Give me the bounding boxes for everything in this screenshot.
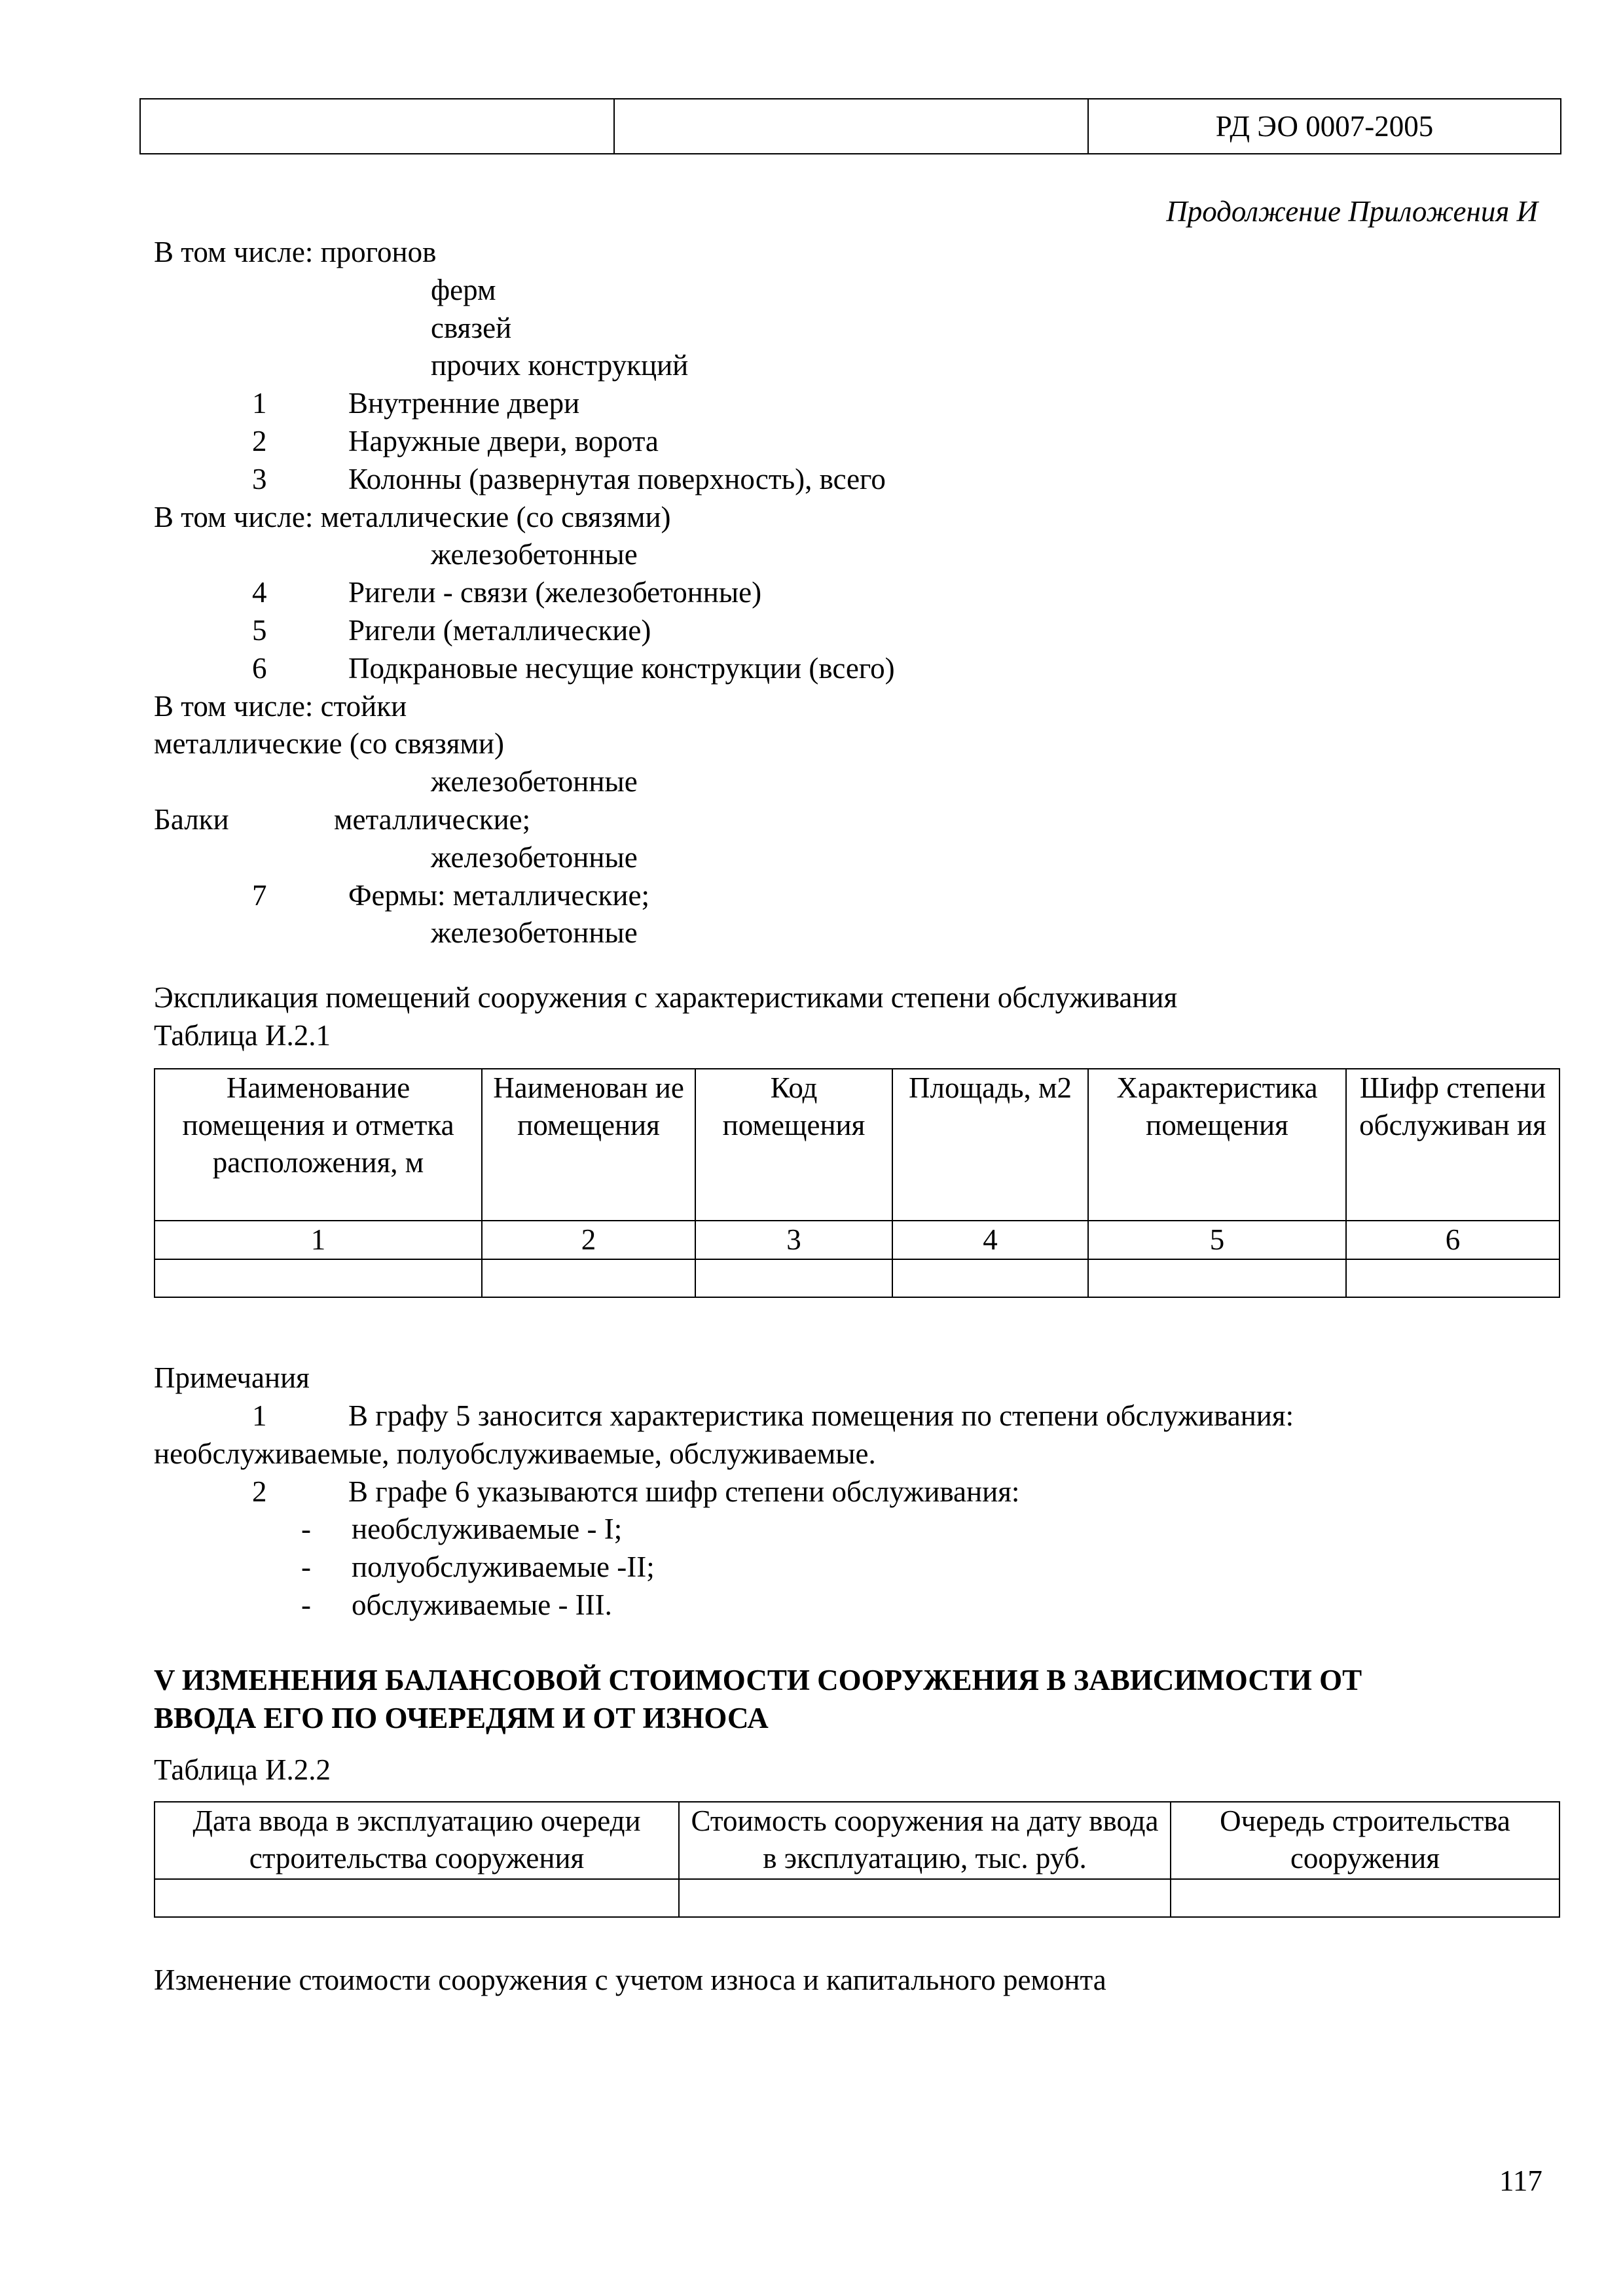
empty-cell	[155, 1259, 482, 1297]
empty-cell	[695, 1259, 892, 1297]
header-cell-1	[141, 99, 615, 153]
empty-cell	[155, 1879, 679, 1917]
list-item-number: 5	[252, 614, 267, 647]
col-number: 3	[695, 1221, 892, 1259]
header-cell-2	[615, 99, 1089, 153]
list-item-number: 4	[252, 576, 267, 609]
table-label-1: Таблица И.2.1	[154, 1019, 331, 1052]
list-item-text: ферм	[431, 274, 496, 306]
header-table	[139, 98, 1561, 154]
list-item-text: прочих конструкций	[431, 349, 689, 382]
service-level-item: необслуживаемые - I;	[352, 1513, 623, 1545]
list-item-text: Наружные двери, ворота	[348, 425, 659, 457]
empty-cell	[679, 1879, 1171, 1917]
note-1-text: В графу 5 заносится характеристика помещения по степени обслуживания:	[348, 1399, 1294, 1432]
list-item-text: железобетонные	[431, 841, 638, 874]
list-item-text: Балки	[154, 803, 229, 836]
explication-caption: Экспликация помещений сооружения с характеристиками степени обслуживания	[154, 981, 1178, 1014]
list-dash: -	[301, 1513, 311, 1545]
col-header-area: Площадь, м2	[892, 1069, 1088, 1221]
col-header-commission-date: Дата ввода в эксплуатацию очереди строительства сооружения	[155, 1802, 679, 1879]
list-item-number: 3	[252, 463, 267, 495]
col-number: 4	[892, 1221, 1088, 1259]
col-number: 6	[1346, 1221, 1559, 1259]
list-item-text: металлические (со связями)	[154, 727, 504, 760]
list-dash: -	[301, 1588, 311, 1621]
list-item-text: связей	[431, 312, 512, 344]
col-header-service-code: Шифр степени обслуживан ия	[1346, 1069, 1559, 1221]
note-1-number: 1	[252, 1399, 267, 1432]
list-item-text: В том числе: стойки	[154, 690, 407, 723]
note-2-number: 2	[252, 1475, 267, 1508]
list-item-number: 1	[252, 387, 267, 420]
cost-change-text: Изменение стоимости сооружения с учетом износа и капитального ремонта	[154, 1964, 1106, 1996]
doc-code: РД ЭО 0007-2005	[1215, 110, 1434, 143]
col-number: 5	[1088, 1221, 1346, 1259]
list-item-number: 6	[252, 652, 267, 685]
empty-cell	[1346, 1259, 1559, 1297]
table-empty-row	[155, 1259, 1559, 1297]
col-header-name-location: Наименование помещения и отметка расположения, м	[155, 1069, 482, 1221]
list-item-text: железобетонные	[431, 538, 638, 571]
col-header-cost: Стоимость сооружения на дату ввода в эксплуатацию, тыс. руб.	[679, 1802, 1171, 1879]
list-item-text: Ригели (металлические)	[348, 614, 651, 647]
continuation-label: Продолжение Приложения И	[1166, 195, 1538, 228]
service-level-item: полуобслуживаемые -II;	[352, 1551, 655, 1583]
col-header-characteristic: Характеристика помещения	[1088, 1069, 1346, 1221]
list-item-text: железобетонные	[431, 765, 638, 798]
list-item-text: В том числе: металлические (со связями)	[154, 501, 671, 533]
list-dash: -	[301, 1551, 311, 1583]
col-header-room-code: Код помещения	[695, 1069, 892, 1221]
list-item-text: Ригели - связи (железобетонные)	[348, 576, 762, 609]
list-item-extra: металлические;	[334, 803, 531, 836]
cost-table	[154, 1801, 1560, 1918]
col-header-construction-phase: Очередь строительства сооружения	[1171, 1802, 1559, 1879]
table-number-row	[155, 1221, 1559, 1259]
table-empty-row	[155, 1879, 1559, 1917]
list-item-number: 7	[252, 879, 267, 912]
table-header-row	[155, 1069, 1559, 1221]
list-item-text: Внутренние двери	[348, 387, 580, 420]
list-item-text: В том числе: прогонов	[154, 236, 437, 268]
list-item-text: железобетонные	[431, 916, 638, 949]
empty-cell	[1088, 1259, 1346, 1297]
explication-table	[154, 1068, 1560, 1298]
list-item-text: Фермы: металлические;	[348, 879, 649, 912]
list-item-text: Колонны (развернутая поверхность), всего	[348, 463, 886, 495]
note-1-continuation: необслуживаемые, полуобслуживаемые, обслуживаемые.	[154, 1437, 876, 1470]
list-item-text: Подкрановые несущие конструкции (всего)	[348, 652, 895, 685]
list-item-number: 2	[252, 425, 267, 457]
table-label-2: Таблица И.2.2	[154, 1753, 331, 1786]
note-2-text: В графе 6 указываются шифр степени обслуживания:	[348, 1475, 1020, 1508]
col-number: 1	[155, 1221, 482, 1259]
section-heading-line-1: V ИЗМЕНЕНИЯ БАЛАНСОВОЙ СТОИМОСТИ СООРУЖЕНИЯ В ЗАВИСИМОСТИ ОТ	[154, 1664, 1362, 1696]
page-number: 117	[1499, 2164, 1542, 2197]
empty-cell	[1171, 1879, 1559, 1917]
section-heading-line-2: ВВОДА ЕГО ПО ОЧЕРЕДЯМ И ОТ ИЗНОСА	[154, 1702, 769, 1734]
empty-cell	[892, 1259, 1088, 1297]
col-number: 2	[482, 1221, 695, 1259]
service-level-item: обслуживаемые - III.	[352, 1588, 612, 1621]
notes-title: Примечания	[154, 1361, 310, 1394]
col-header-room-name: Наименован ие помещения	[482, 1069, 695, 1221]
table-header-row	[155, 1802, 1559, 1879]
empty-cell	[482, 1259, 695, 1297]
